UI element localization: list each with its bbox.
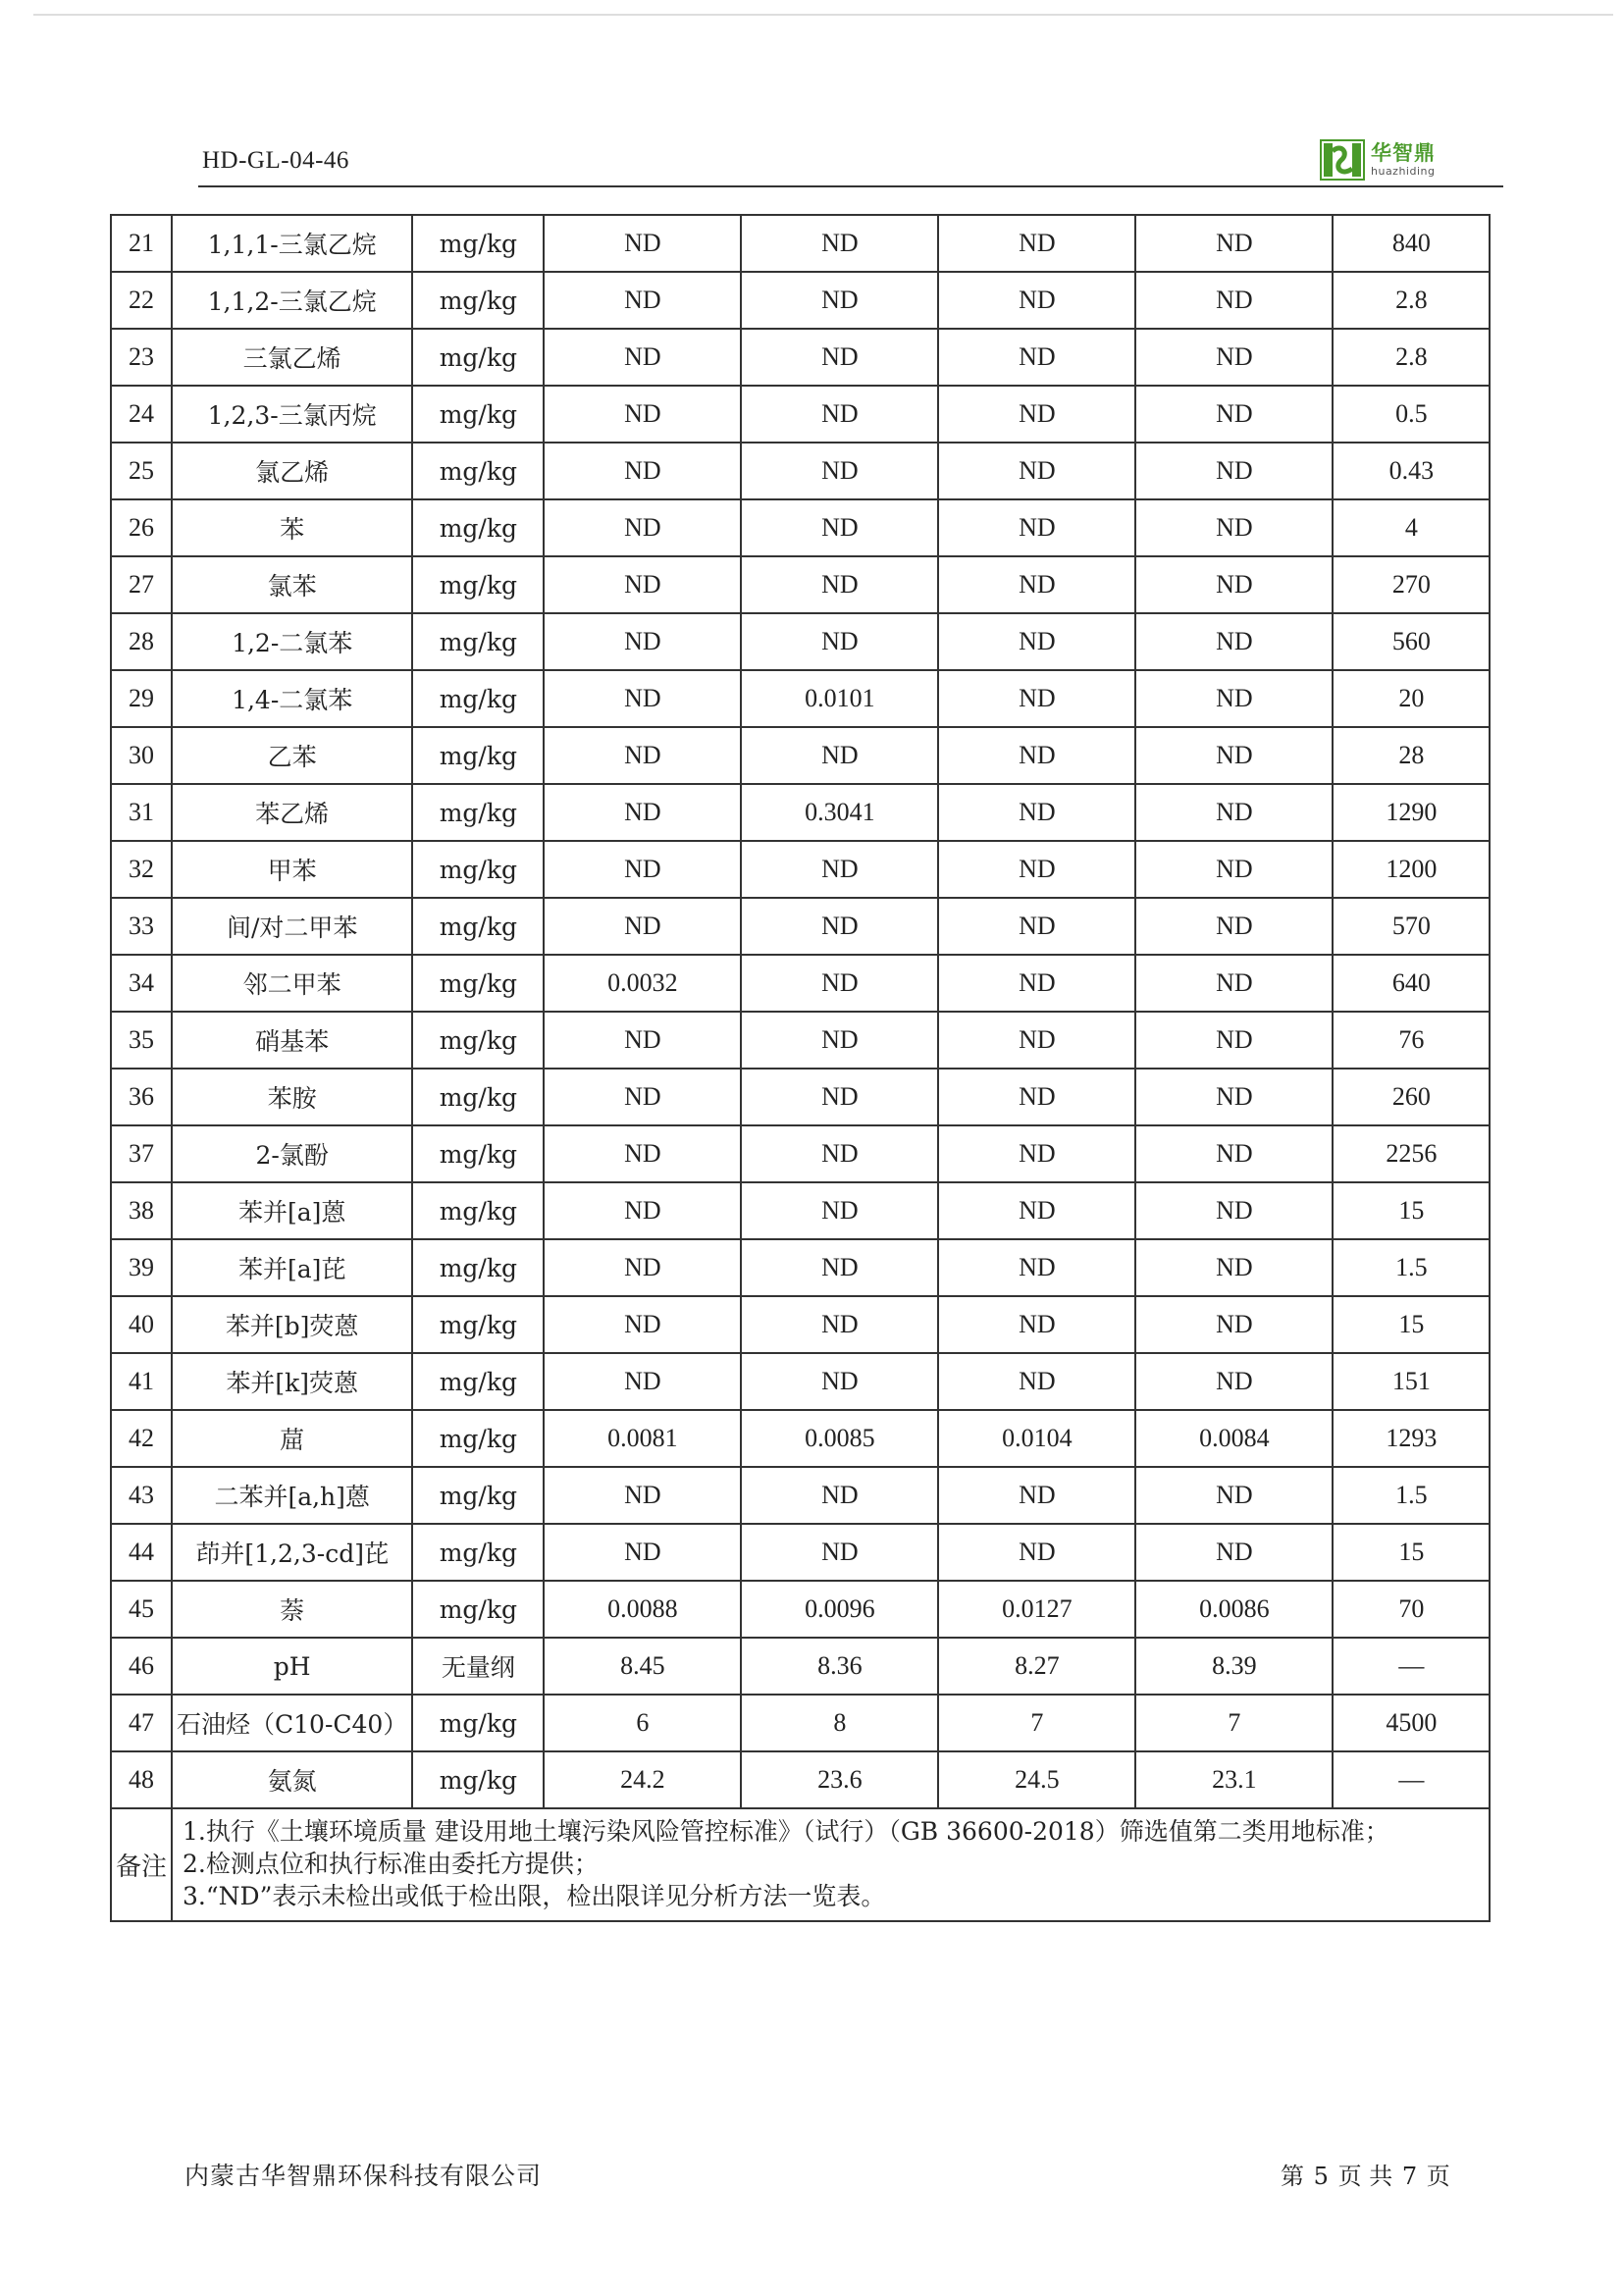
item-name: 苯胺 [172, 1069, 412, 1125]
row-number: 36 [111, 1069, 172, 1125]
unit: mg/kg [412, 1125, 544, 1182]
sample-2-value: 8 [741, 1695, 938, 1751]
table-row [111, 329, 1490, 386]
screening-limit: 1293 [1333, 1410, 1490, 1467]
table-row [111, 670, 1490, 727]
item-name: 苯 [172, 499, 412, 556]
table-row [111, 841, 1490, 898]
screening-limit: 4 [1333, 499, 1490, 556]
sample-3-value: ND [938, 841, 1135, 898]
item-name: 邻二甲苯 [172, 955, 412, 1012]
sample-2-value: ND [741, 727, 938, 784]
sample-1-value: ND [544, 329, 741, 386]
screening-limit: 4500 [1333, 1695, 1490, 1751]
screening-limit: 2256 [1333, 1125, 1490, 1182]
sample-1-value: ND [544, 1182, 741, 1239]
sample-3-value: ND [938, 670, 1135, 727]
sample-2-value: ND [741, 443, 938, 499]
sample-1-value: ND [544, 1125, 741, 1182]
table-row [111, 1410, 1490, 1467]
sample-2-value: ND [741, 499, 938, 556]
sample-3-value: ND [938, 784, 1135, 841]
sample-4-value: ND [1135, 556, 1333, 613]
sample-4-value: 0.0086 [1135, 1581, 1333, 1638]
unit: mg/kg [412, 1239, 544, 1296]
page-indicator [1281, 2157, 1450, 2191]
sample-4-value: 0.0084 [1135, 1410, 1333, 1467]
sample-4-value: 8.39 [1135, 1638, 1333, 1695]
sample-1-value: 8.45 [544, 1638, 741, 1695]
sample-2-value: ND [741, 955, 938, 1012]
screening-limit: 560 [1333, 613, 1490, 670]
sample-4-value: ND [1135, 386, 1333, 443]
page-total: 7 [1401, 2163, 1418, 2190]
sample-2-value: ND [741, 898, 938, 955]
sample-4-value: ND [1135, 784, 1333, 841]
row-number: 35 [111, 1012, 172, 1069]
sample-4-value: ND [1135, 1012, 1333, 1069]
page-suffix: 页 [1426, 2163, 1450, 2190]
unit: mg/kg [412, 670, 544, 727]
item-name: 2-氯酚 [172, 1125, 412, 1182]
sample-2-value: ND [741, 329, 938, 386]
sample-1-value: ND [544, 670, 741, 727]
unit: mg/kg [412, 386, 544, 443]
row-number: 47 [111, 1695, 172, 1751]
sample-3-value: 0.0127 [938, 1581, 1135, 1638]
sample-1-value: ND [544, 386, 741, 443]
item-name: 氯乙烯 [172, 443, 412, 499]
row-number: 23 [111, 329, 172, 386]
row-number: 46 [111, 1638, 172, 1695]
item-name: 苯并[a]蒽 [172, 1182, 412, 1239]
sample-1-value: ND [544, 1353, 741, 1410]
sample-2-value: ND [741, 1069, 938, 1125]
table-row [111, 215, 1490, 272]
unit: mg/kg [412, 1467, 544, 1524]
unit: mg/kg [412, 443, 544, 499]
remark-line-3: 3.“ND”表示未检出或低于检出限，检出限详见分析方法一览表。 [183, 1882, 886, 1910]
item-name: 䓛 [172, 1410, 412, 1467]
unit: 无量纲 [412, 1638, 544, 1695]
item-name: 萘 [172, 1581, 412, 1638]
unit: mg/kg [412, 1581, 544, 1638]
screening-limit: 1290 [1333, 784, 1490, 841]
item-name: 硝基苯 [172, 1012, 412, 1069]
screening-limit: 270 [1333, 556, 1490, 613]
sample-4-value: ND [1135, 499, 1333, 556]
sample-4-value: ND [1135, 1467, 1333, 1524]
sample-1-value: ND [544, 1467, 741, 1524]
table-row [111, 613, 1490, 670]
item-name: 二苯并[a,h]蒽 [172, 1467, 412, 1524]
sample-1-value: ND [544, 556, 741, 613]
table-row [111, 1012, 1490, 1069]
sample-2-value: ND [741, 1353, 938, 1410]
table-row [111, 1751, 1490, 1808]
sample-1-value: 6 [544, 1695, 741, 1751]
row-number: 22 [111, 272, 172, 329]
sample-4-value: ND [1135, 613, 1333, 670]
row-number: 26 [111, 499, 172, 556]
sample-2-value: ND [741, 556, 938, 613]
screening-limit: 15 [1333, 1524, 1490, 1581]
screening-limit: 15 [1333, 1182, 1490, 1239]
item-name: 三氯乙烯 [172, 329, 412, 386]
screening-limit: 20 [1333, 670, 1490, 727]
sample-3-value: ND [938, 1239, 1135, 1296]
sample-2-value: 23.6 [741, 1751, 938, 1808]
row-number: 29 [111, 670, 172, 727]
unit: mg/kg [412, 1012, 544, 1069]
table-row [111, 898, 1490, 955]
item-name: 苯并[k]荧蒽 [172, 1353, 412, 1410]
table-row [111, 1296, 1490, 1353]
sample-2-value: 8.36 [741, 1638, 938, 1695]
row-number: 48 [111, 1751, 172, 1808]
item-name: 苯并[a]芘 [172, 1239, 412, 1296]
screening-limit: 28 [1333, 727, 1490, 784]
screening-limit: 1200 [1333, 841, 1490, 898]
sample-2-value: ND [741, 1012, 938, 1069]
screening-limit: 2.8 [1333, 329, 1490, 386]
row-number: 27 [111, 556, 172, 613]
row-number: 30 [111, 727, 172, 784]
sample-3-value: ND [938, 272, 1135, 329]
results-table [110, 214, 1491, 1922]
sample-3-value: ND [938, 386, 1135, 443]
unit: mg/kg [412, 1353, 544, 1410]
table-row [111, 443, 1490, 499]
item-name: 氯苯 [172, 556, 412, 613]
unit: mg/kg [412, 1751, 544, 1808]
sample-4-value: ND [1135, 841, 1333, 898]
table-row [111, 1581, 1490, 1638]
sample-3-value: ND [938, 499, 1135, 556]
sample-2-value: ND [741, 215, 938, 272]
item-name: 间/对二甲苯 [172, 898, 412, 955]
sample-4-value: ND [1135, 670, 1333, 727]
row-number: 40 [111, 1296, 172, 1353]
sample-1-value: ND [544, 1524, 741, 1581]
unit: mg/kg [412, 1524, 544, 1581]
sample-1-value: ND [544, 499, 741, 556]
sample-1-value: ND [544, 1012, 741, 1069]
sample-3-value: ND [938, 329, 1135, 386]
sample-2-value: ND [741, 1524, 938, 1581]
row-number: 32 [111, 841, 172, 898]
footer-company-name: 内蒙古华智鼎环保科技有限公司 [184, 2162, 543, 2190]
sample-1-value: ND [544, 784, 741, 841]
sample-1-value: 0.0081 [544, 1410, 741, 1467]
sample-4-value: ND [1135, 1239, 1333, 1296]
unit: mg/kg [412, 898, 544, 955]
screening-limit: 0.43 [1333, 443, 1490, 499]
sample-3-value: ND [938, 955, 1135, 1012]
screening-limit: 570 [1333, 898, 1490, 955]
table-row [111, 1125, 1490, 1182]
table-row [111, 784, 1490, 841]
unit: mg/kg [412, 1695, 544, 1751]
row-number: 39 [111, 1239, 172, 1296]
sample-4-value: ND [1135, 215, 1333, 272]
sample-1-value: ND [544, 613, 741, 670]
sample-4-value: ND [1135, 1125, 1333, 1182]
item-name: 1,4-二氯苯 [172, 670, 412, 727]
sample-4-value: ND [1135, 272, 1333, 329]
sample-1-value: 0.0088 [544, 1581, 741, 1638]
sample-3-value: ND [938, 613, 1135, 670]
sample-4-value: 23.1 [1135, 1751, 1333, 1808]
sample-2-value: ND [741, 1239, 938, 1296]
unit: mg/kg [412, 784, 544, 841]
sample-2-value: ND [741, 613, 938, 670]
page-mid: 页 共 [1337, 2163, 1393, 2190]
row-number: 34 [111, 955, 172, 1012]
item-name: 苯并[b]荧蒽 [172, 1296, 412, 1353]
sample-1-value: 24.2 [544, 1751, 741, 1808]
sample-4-value: ND [1135, 1353, 1333, 1410]
sample-4-value: ND [1135, 1182, 1333, 1239]
screening-limit: 15 [1333, 1296, 1490, 1353]
sample-1-value: ND [544, 1239, 741, 1296]
remarks-row [111, 1808, 1490, 1921]
document-code: HD-GL-04-46 [202, 147, 349, 174]
table-row [111, 1467, 1490, 1524]
sample-1-value: ND [544, 727, 741, 784]
row-number: 31 [111, 784, 172, 841]
sample-2-value: 0.0096 [741, 1581, 938, 1638]
screening-limit: 0.5 [1333, 386, 1490, 443]
sample-2-value: ND [741, 1125, 938, 1182]
sample-4-value: ND [1135, 955, 1333, 1012]
row-number: 41 [111, 1353, 172, 1410]
sample-3-value: ND [938, 443, 1135, 499]
sample-3-value: ND [938, 1182, 1135, 1239]
row-number: 37 [111, 1125, 172, 1182]
sample-3-value: ND [938, 1069, 1135, 1125]
page-prefix: 第 [1281, 2163, 1304, 2190]
logo-mark-icon [1320, 139, 1365, 181]
table-row [111, 727, 1490, 784]
sample-1-value: 0.0032 [544, 955, 741, 1012]
screening-limit: 76 [1333, 1012, 1490, 1069]
remarks-content [172, 1808, 1490, 1921]
sample-1-value: ND [544, 1296, 741, 1353]
company-logo [1320, 137, 1436, 183]
unit: mg/kg [412, 215, 544, 272]
item-name: 1,2,3-三氯丙烷 [172, 386, 412, 443]
row-number: 28 [111, 613, 172, 670]
unit: mg/kg [412, 1296, 544, 1353]
sample-2-value: 0.3041 [741, 784, 938, 841]
table-row [111, 272, 1490, 329]
screening-limit: 151 [1333, 1353, 1490, 1410]
sample-3-value: ND [938, 1353, 1135, 1410]
sample-1-value: ND [544, 272, 741, 329]
sample-1-value: ND [544, 898, 741, 955]
sample-4-value: ND [1135, 727, 1333, 784]
screening-limit: 640 [1333, 955, 1490, 1012]
remarks-label: 备注 [111, 1808, 172, 1921]
row-number: 42 [111, 1410, 172, 1467]
unit: mg/kg [412, 556, 544, 613]
screening-limit: 70 [1333, 1581, 1490, 1638]
sample-2-value: ND [741, 386, 938, 443]
sample-3-value: ND [938, 1012, 1135, 1069]
table-row [111, 1353, 1490, 1410]
table-row [111, 1524, 1490, 1581]
unit: mg/kg [412, 955, 544, 1012]
results-table-body [111, 215, 1490, 1808]
table-row [111, 1239, 1490, 1296]
row-number: 43 [111, 1467, 172, 1524]
logo-english-name: huazhiding [1371, 165, 1436, 178]
item-name: pH [172, 1638, 412, 1695]
sample-3-value: ND [938, 1467, 1135, 1524]
page-current: 5 [1313, 2163, 1329, 2190]
unit: mg/kg [412, 727, 544, 784]
sample-2-value: ND [741, 1182, 938, 1239]
item-name: 石油烃（C10-C40） [172, 1695, 412, 1751]
sample-1-value: ND [544, 1069, 741, 1125]
sample-2-value: ND [741, 1296, 938, 1353]
table-row [111, 1069, 1490, 1125]
table-row [111, 1182, 1490, 1239]
sample-3-value: 0.0104 [938, 1410, 1135, 1467]
sample-3-value: ND [938, 727, 1135, 784]
table-row [111, 556, 1490, 613]
sample-3-value: ND [938, 1296, 1135, 1353]
remarks-section [111, 1808, 1490, 1921]
unit: mg/kg [412, 329, 544, 386]
screening-limit: 840 [1333, 215, 1490, 272]
row-number: 25 [111, 443, 172, 499]
sample-4-value: ND [1135, 329, 1333, 386]
unit: mg/kg [412, 499, 544, 556]
item-name: 乙苯 [172, 727, 412, 784]
item-name: 茚并[1,2,3-cd]芘 [172, 1524, 412, 1581]
sample-3-value: ND [938, 1524, 1135, 1581]
sample-4-value: ND [1135, 1296, 1333, 1353]
sample-3-value: 8.27 [938, 1638, 1135, 1695]
sample-3-value: 24.5 [938, 1751, 1135, 1808]
table-row [111, 386, 1490, 443]
item-name: 甲苯 [172, 841, 412, 898]
sample-4-value: ND [1135, 898, 1333, 955]
unit: mg/kg [412, 613, 544, 670]
item-name: 1,2-二氯苯 [172, 613, 412, 670]
table-row [111, 955, 1490, 1012]
sample-3-value: ND [938, 898, 1135, 955]
sample-4-value: ND [1135, 443, 1333, 499]
sample-2-value: 0.0101 [741, 670, 938, 727]
remark-line-2: 2.检测点位和执行标准由委托方提供； [183, 1850, 599, 1878]
table-row [111, 1638, 1490, 1695]
row-number: 24 [111, 386, 172, 443]
logo-chinese-name: 华智鼎 [1371, 141, 1436, 165]
screening-limit: 1.5 [1333, 1467, 1490, 1524]
sample-2-value: ND [741, 841, 938, 898]
unit: mg/kg [412, 841, 544, 898]
item-name: 氨氮 [172, 1751, 412, 1808]
unit: mg/kg [412, 1069, 544, 1125]
sample-3-value: ND [938, 215, 1135, 272]
item-name: 1,1,2-三氯乙烷 [172, 272, 412, 329]
screening-limit: 260 [1333, 1069, 1490, 1125]
row-number: 44 [111, 1524, 172, 1581]
unit: mg/kg [412, 1182, 544, 1239]
remark-line-1: 1.执行《土壤环境质量 建设用地土壤污染风险管控标准》（试行）（GB 36600-2018）筛选值第二类用地标准； [183, 1817, 1389, 1846]
sample-3-value: ND [938, 556, 1135, 613]
unit: mg/kg [412, 272, 544, 329]
screening-limit: 2.8 [1333, 272, 1490, 329]
sample-4-value: ND [1135, 1069, 1333, 1125]
sample-4-value: 7 [1135, 1695, 1333, 1751]
scan-edge-line [33, 14, 1613, 16]
sample-3-value: 7 [938, 1695, 1135, 1751]
row-number: 33 [111, 898, 172, 955]
sample-3-value: ND [938, 1125, 1135, 1182]
screening-limit: — [1333, 1751, 1490, 1808]
header-divider [198, 185, 1503, 187]
sample-2-value: ND [741, 1467, 938, 1524]
table-row [111, 499, 1490, 556]
item-name: 1,1,1-三氯乙烷 [172, 215, 412, 272]
row-number: 21 [111, 215, 172, 272]
item-name: 苯乙烯 [172, 784, 412, 841]
sample-1-value: ND [544, 443, 741, 499]
sample-2-value: ND [741, 272, 938, 329]
sample-1-value: ND [544, 215, 741, 272]
row-number: 45 [111, 1581, 172, 1638]
screening-limit: 1.5 [1333, 1239, 1490, 1296]
row-number: 38 [111, 1182, 172, 1239]
sample-4-value: ND [1135, 1524, 1333, 1581]
screening-limit: — [1333, 1638, 1490, 1695]
unit: mg/kg [412, 1410, 544, 1467]
sample-1-value: ND [544, 841, 741, 898]
sample-2-value: 0.0085 [741, 1410, 938, 1467]
table-row [111, 1695, 1490, 1751]
